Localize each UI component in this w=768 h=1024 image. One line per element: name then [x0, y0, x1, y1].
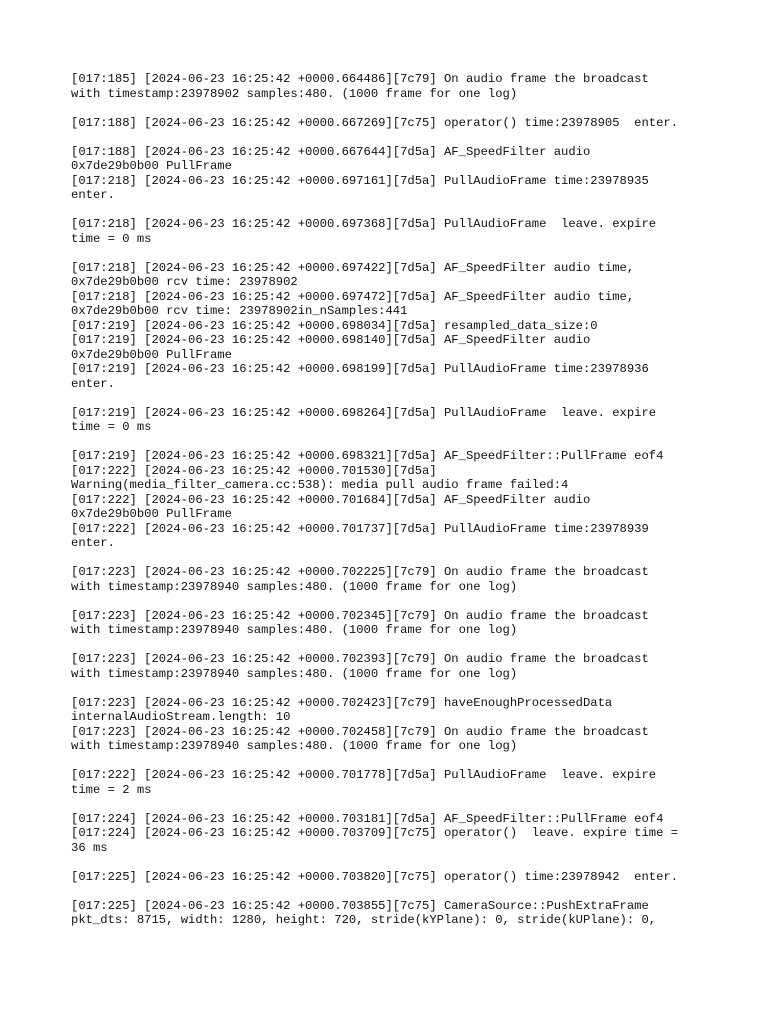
- log-line: 0x7de29b0b00 PullFrame: [71, 159, 232, 173]
- log-line: [017:218] [2024-06-23 16:25:42 +0000.697422][7d5a] AF_SpeedFilter audio time,: [71, 260, 635, 275]
- log-line: time = 0 ms: [71, 231, 152, 246]
- log-entry: [71, 652, 731, 681]
- log-entry: [71, 812, 731, 856]
- log-line: [017:185] [2024-06-23 16:25:42 +0000.664486][7c79] On audio frame the broadcast: [71, 72, 649, 86]
- log-line: [017:222] [2024-06-23 16:25:42 +0000.701778][7d5a] PullAudioFrame leave. expire: [71, 768, 657, 782]
- log-line: with timestamp:23978902 samples:480. (1000 frame for one log): [71, 86, 518, 101]
- log-line: [017:222] [2024-06-23 16:25:42 +0000.701530][7d5a]: [71, 463, 437, 478]
- log-line: [017:219] [2024-06-23 16:25:42 +0000.698140][7d5a] AF_SpeedFilter audio: [71, 333, 591, 347]
- log-line: [017:224] [2024-06-23 16:25:42 +0000.703181][7d5a] AF_SpeedFilter::PullFrame eof4: [71, 811, 664, 826]
- log-line: enter.: [71, 376, 115, 391]
- log-line: enter.: [71, 188, 115, 202]
- log-line: time = 0 ms: [71, 420, 152, 434]
- log-line: [017:223] [2024-06-23 16:25:42 +0000.702423][7c79] haveEnoughProcessedData: [71, 695, 613, 710]
- log-line: 0x7de29b0b00 rcv time: 23978902in_nSamples:441: [71, 304, 408, 318]
- log-line: time = 2 ms: [71, 782, 152, 797]
- log-line: [017:218] [2024-06-23 16:25:42 +0000.697472][7d5a] AF_SpeedFilter audio time,: [71, 289, 635, 304]
- log-line: [017:219] [2024-06-23 16:25:42 +0000.698264][7d5a] PullAudioFrame leave. expire: [71, 405, 657, 420]
- log-line: 36 ms: [71, 840, 108, 855]
- log-line: internalAudioStream.length: 10: [71, 710, 291, 724]
- log-line: 0x7de29b0b00 rcv time: 23978902: [71, 275, 298, 289]
- log-entry: [71, 899, 731, 928]
- log-line: enter.: [71, 536, 115, 550]
- log-line: [017:223] [2024-06-23 16:25:42 +0000.702458][7c79] On audio frame the broadcast: [71, 724, 649, 739]
- log-entry: [71, 261, 731, 392]
- log-line: with timestamp:23978940 samples:480. (1000 frame for one log): [71, 623, 518, 637]
- log-line: [017:218] [2024-06-23 16:25:42 +0000.697368][7d5a] PullAudioFrame leave. expire: [71, 217, 657, 231]
- log-line: [017:219] [2024-06-23 16:25:42 +0000.698321][7d5a] AF_SpeedFilter::PullFrame eof4: [71, 449, 664, 463]
- log-line: [017:225] [2024-06-23 16:25:42 +0000.703820][7c75] operator() time:23978942 enter.: [71, 869, 679, 884]
- log-line: [017:223] [2024-06-23 16:25:42 +0000.702393][7c79] On audio frame the broadcast: [71, 652, 649, 666]
- log-line: [017:188] [2024-06-23 16:25:42 +0000.667269][7c75] operator() time:23978905 enter.: [71, 115, 679, 130]
- log-line: with timestamp:23978940 samples:480. (1000 frame for one log): [71, 739, 518, 753]
- log-entry: [71, 116, 731, 131]
- log-line: [017:188] [2024-06-23 16:25:42 +0000.667644][7d5a] AF_SpeedFilter audio: [71, 144, 591, 159]
- log-line: 0x7de29b0b00 PullFrame: [71, 347, 232, 362]
- log-entry: [71, 768, 731, 797]
- log-entry: [71, 870, 731, 885]
- log-entry: [71, 145, 731, 203]
- log-line: with timestamp:23978940 samples:480. (1000 frame for one log): [71, 666, 518, 681]
- log-entry: [71, 217, 731, 246]
- log-line: with timestamp:23978940 samples:480. (1000 frame for one log): [71, 579, 518, 594]
- log-line: [017:219] [2024-06-23 16:25:42 +0000.698034][7d5a] resampled_data_size:0: [71, 318, 598, 333]
- log-line: 0x7de29b0b00 PullFrame: [71, 507, 232, 521]
- log-line: Warning(media_filter_camera.cc:538): media pull audio frame failed:4: [71, 478, 569, 492]
- log-line: [017:219] [2024-06-23 16:25:42 +0000.698199][7d5a] PullAudioFrame time:23978936: [71, 362, 649, 376]
- log-line: [017:224] [2024-06-23 16:25:42 +0000.703709][7c75] operator() leave. expire time =: [71, 826, 679, 840]
- log-entry: [71, 609, 731, 638]
- log-entry: [71, 72, 731, 101]
- log-entry: [71, 449, 731, 551]
- log-line: [017:222] [2024-06-23 16:25:42 +0000.701684][7d5a] AF_SpeedFilter audio: [71, 492, 591, 507]
- log-line: [017:218] [2024-06-23 16:25:42 +0000.697161][7d5a] PullAudioFrame time:23978935: [71, 173, 649, 188]
- log-line: [017:223] [2024-06-23 16:25:42 +0000.702345][7c79] On audio frame the broadcast: [71, 608, 649, 623]
- log-entry: [71, 696, 731, 754]
- log-line: [017:225] [2024-06-23 16:25:42 +0000.703855][7c75] CameraSource::PushExtraFrame: [71, 898, 649, 913]
- log-line: [017:223] [2024-06-23 16:25:42 +0000.702225][7c79] On audio frame the broadcast: [71, 565, 649, 579]
- log-entry: [71, 565, 731, 594]
- log-line: pkt_dts: 8715, width: 1280, height: 720, stride(kYPlane): 0, stride(kUPlane): 0,: [71, 913, 657, 927]
- log-entry: [71, 406, 731, 435]
- log-document: [71, 72, 731, 942]
- log-line: [017:222] [2024-06-23 16:25:42 +0000.701737][7d5a] PullAudioFrame time:23978939: [71, 521, 649, 536]
